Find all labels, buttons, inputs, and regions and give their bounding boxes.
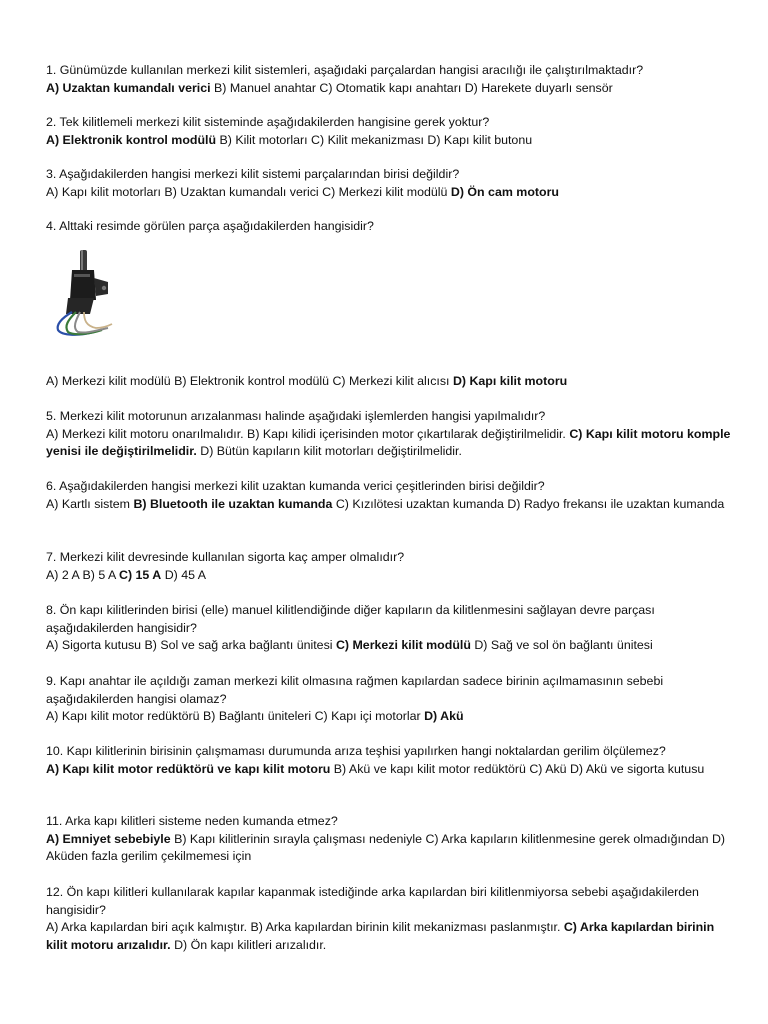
correct-answer: D) Kapı kilit motoru [452, 374, 568, 388]
answer-options: A) 2 A B) 5 A C) 15 A D) 45 A [46, 567, 207, 582]
question-3 [46, 166, 736, 201]
question-11 [46, 813, 736, 866]
question-7 [46, 549, 736, 584]
question-text: 9. Kapı anahtar ile açıldığı zaman merkezi kilit olmasına rağmen kapılardan sadece birinin açılmamasının sebebi aşağıdakilerden hangisi olamaz? [46, 674, 664, 706]
question-text: 2. Tek kilitlemeli merkezi kilit sisteminde aşağıdakilerden hangisine gerek yoktur? [46, 115, 490, 129]
question-text: 5. Merkezi kilit motorunun arızalanması halinde aşağıdaki işlemlerden hangisi yapılmalıdır? [46, 409, 546, 423]
correct-answer: A) Uzaktan kumandalı verici [46, 80, 211, 95]
answer-options: A) Uzaktan kumandalı verici B) Manuel anahtar C) Otomatik kapı anahtarı D) Harekete duyarlı sensör [46, 80, 613, 95]
correct-answer: C) 15 A [119, 567, 162, 582]
correct-answer: C) Arka kapılardan birinin kilit motoru arızalıdır. [46, 920, 715, 952]
correct-answer: C) Merkezi kilit modülü [335, 638, 471, 653]
correct-answer: A) Emniyet sebebiyle [46, 831, 171, 846]
question-text: 3. Aşağıdakilerden hangisi merkezi kilit sistemi parçalarından birisi değildir? [46, 167, 460, 181]
answer-options: A) Arka kapılardan biri açık kalmıştır. B) Arka kapılardan birinin kilit mekanizması paslanmıştır. C) Arka kapılardan birinin kilit motoru arızalıdır. D) Ön kapı kilitleri arızalıdır. [46, 920, 715, 952]
correct-answer: D) Akü [424, 709, 464, 724]
correct-answer: A) Elektronik kontrol modülü [46, 132, 217, 147]
answer-options: A) Kapı kilit motorları B) Uzaktan kumandalı verici C) Merkezi kilit modülü D) Ön cam motoru [46, 184, 559, 199]
answer-options: A) Sigorta kutusu B) Sol ve sağ arka bağlantı ünitesi C) Merkezi kilit modülü D) Sağ ve sol ön bağlantı ünitesi [46, 638, 653, 653]
correct-answer: C) Kapı kilit motoru komple yenisi ile değiştirilmelidir. [46, 426, 731, 459]
answer-options: A) Kapı kilit motor redüktörü ve kapı kilit motoru B) Akü ve kapı kilit motor redüktörü C) Akü D) Akü ve sigorta kutusu [46, 761, 705, 776]
question-text: 11. Arka kapı kilitleri sisteme neden kumanda etmez? [46, 814, 338, 828]
question-6 [46, 478, 736, 513]
question-text: 6. Aşağıdakilerden hangisi merkezi kilit uzaktan kumanda verici çeşitlerinden birisi değildir? [46, 479, 545, 493]
correct-answer: B) Bluetooth ile uzaktan kumanda [133, 496, 333, 511]
question-10 [46, 743, 736, 778]
answer-options: A) Emniyet sebebiyle B) Kapı kilitlerinin sırayla çalışması nedeniyle C) Arka kapıların kilitlenmesine gerek olmadığından D) Aküden fazla gerilim çekilmemesi için [46, 831, 726, 864]
answer-options: A) Kapı kilit motor redüktörü B) Bağlantı üniteleri C) Kapı içi motorlar D) Akü [46, 709, 464, 724]
question-text: 7. Merkezi kilit devresinde kullanılan sigorta kaç amper olmalıdır? [46, 550, 405, 564]
question-4 [46, 218, 736, 236]
answer-options: A) Merkezi kilit motoru onarılmalıdır. B) Kapı kilidi içerisinden motor çıkartılarak değiştirilmelidir. C) Kapı kilit motoru komple yenisi ile değiştirilmelidir. D) Bütün kapıların kilit motorları değiştirilmelidir. [46, 426, 731, 459]
answer-options: A) Kartlı sistem B) Bluetooth ile uzaktan kumanda C) Kızılötesi uzaktan kumanda D) Radyo frekansı ile uzaktan kumanda [46, 496, 725, 511]
answer-options: A) Merkezi kilit modülü B) Elektronik kontrol modülü C) Merkezi kilit alıcısı D) Kapı kilit motoru [46, 374, 568, 388]
correct-answer: D) Ön cam motoru [450, 184, 559, 199]
answer-options: A) Elektronik kontrol modülü B) Kilit motorları C) Kilit mekanizması D) Kapı kilit butonu [46, 132, 533, 147]
question-text: 1. Günümüzde kullanılan merkezi kilit sistemleri, aşağıdaki parçalardan hangisi aracılığı ile çalıştırılmaktadır? [46, 63, 644, 77]
question-text: 8. Ön kapı kilitlerinden birisi (elle) manuel kilitlendiğinde diğer kapıların da kilitlenmesini sağlayan devre parçası aşağıdakilerden hangisidir? [46, 603, 655, 635]
question-2 [46, 114, 736, 149]
correct-answer: A) Kapı kilit motor redüktörü ve kapı kilit motoru [46, 761, 331, 776]
question-12 [46, 884, 736, 954]
door-lock-actuator-image [50, 248, 118, 340]
question-text: 10. Kapı kilitlerinin birisinin çalışmaması durumunda arıza teşhisi yapılırken hangi noktalardan gerilim ölçülemez? [46, 744, 666, 758]
question-text: 12. Ön kapı kilitleri kullanılarak kapılar kapanmak istediğinde arka kapılardan biri kilitlenmiyorsa sebebi aşağıdakilerden hangisidir? [46, 885, 699, 917]
question-9 [46, 673, 736, 726]
question-text: 4. Alttaki resimde görülen parça aşağıdakilerden hangisidir? [46, 219, 374, 233]
question-4-answers [46, 373, 736, 391]
question-8 [46, 602, 736, 655]
question-5 [46, 408, 736, 461]
question-1 [46, 62, 736, 97]
